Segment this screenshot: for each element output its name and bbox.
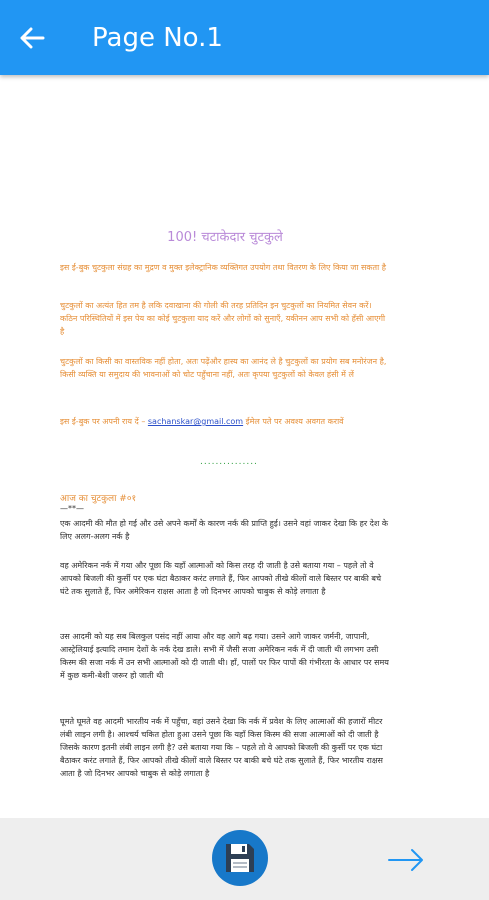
contact-line [60, 415, 390, 428]
floppy-disk-icon [223, 841, 257, 875]
contact-prefix: इस ई-बुक पर अपनी राय दें – [60, 417, 146, 426]
contact-email-link[interactable]: sachanskar@gmail.com [147, 417, 244, 426]
back-button[interactable] [12, 18, 52, 58]
body-paragraph: उस आदमी को यह सब बिलकुल पसंद नहीं आया और वह आगे बढ़ गया। उसने आगे जाकर जर्मनी, जापानी, आस्ट्रेलियाई इत्यादि तमाम देशों के नर्क देख डाले। सभी में जैसी सजा अमेरिकन नर्क में दी जाती थी लगभग उसी किस्म की सजा नर्क में उन सभी आत्माओं को दी जाती थी। हाँ, पालों पर फिर पापों की गंभीरता के आधार पर समय में कुछ कमी-बेशी जरूर हो जाती थी [60, 632, 389, 680]
section-heading: आज का चुटकुला #०१ [60, 494, 137, 504]
section-divider: ............... [200, 457, 258, 467]
next-page-button[interactable] [384, 840, 428, 880]
arrow-right-icon [387, 848, 425, 872]
page-title: Page No.1 [92, 23, 223, 53]
contact-suffix: ईमेल पते पर अवश्य अवगत करावें [245, 417, 344, 426]
arrow-left-icon [19, 27, 45, 49]
save-button[interactable] [212, 830, 268, 886]
body-paragraph: वह अमेरिकन नर्क में गया और पूछा कि यहाँ आत्माओं को किस तरह दी जाती है उसे बताया गया – पहले तो वे आपको बिजली की कुर्सी पर एक घंटा बैठाकर करंट लगाते हैं, फिर आपको तीखे कीलों वाले बिस्तर पर बाकी बचे घंटे तक सुलाते हैं, फिर अमेरिकन राक्षस आता है जो दिनभर आपको चाबुक से कोड़े लगाता है [60, 561, 382, 596]
intro-paragraph: चुटकुलों का किसी का वास्तविक नहीं होता, अतः पढ़ेंऔर हास्य का आनंद ले है चुटकुलों का प्रयोग सब मनोरंजन है, किसी व्यक्ति या समुदाय की भावनाओं को चोट पहुँचाना नहीं, अतः कृपया चुटकुलों को केवल हंसी में लें [60, 357, 387, 379]
document-title: 100! चटाकेदार चुटकुले [167, 230, 283, 245]
body-paragraph: एक आदमी की मौत हो गई और उसे अपने कर्मों के कारण नर्क की प्राप्ति हुई। उसने वहां जाकर देखा कि हर देश के लिए अलग-अलग नर्क है [60, 519, 389, 541]
body-paragraph: घूमते घूमते वह आदमी भारतीय नर्क में पहुँचा, वहां उसने देखा कि नर्क में प्रवेश के लिए आत्माओं की हजारों मीटर लंबी लाइन लगी है। आश्चर्य चकित होता हुआ उसने पूछा कि यहाँ किस किस्म की सजा आत्माओं को दी जाती है जिसके कारण इतनी लंबी लाइन लगी है? उसे बताया गया कि – पहले तो वे आपको बिजली की कुर्सी पर एक घंटा बैठाकर करंट लगाते हैं, फिर आपको तीखे कीलों वाले बिस्तर पर बाकी बचे घंटे तक सुलाते हैं, फिर भारतीय राक्षस आता है जो दिनभर आपको चाबुक से कोड़े लगाता है [60, 717, 383, 778]
document-page[interactable] [0, 75, 489, 818]
intro-paragraph: चुटकुलों का अत्यंत हित तम है लकि दवाखाना की गोली की तरह प्रतिदिन इन चुटकुलों का नियमित सेवन करें। कठिन परिस्थितियों में इस पेय का कोई चुटकुला याद करें और लोगों को सुनाएँ, यकीनन आप सभी को हँसी आएगी है [60, 301, 386, 336]
bottom-toolbar [0, 818, 489, 900]
intro-paragraph: इस ई-बुक चुटकुला संग्रह का मुद्रण व मुक्त इलेक्ट्रानिक व्यक्तिगत उपयोग तथा वितरण के लिए किया जा सकता है [60, 263, 386, 272]
app-bar [0, 0, 489, 75]
section-stars: —**— [60, 504, 84, 513]
